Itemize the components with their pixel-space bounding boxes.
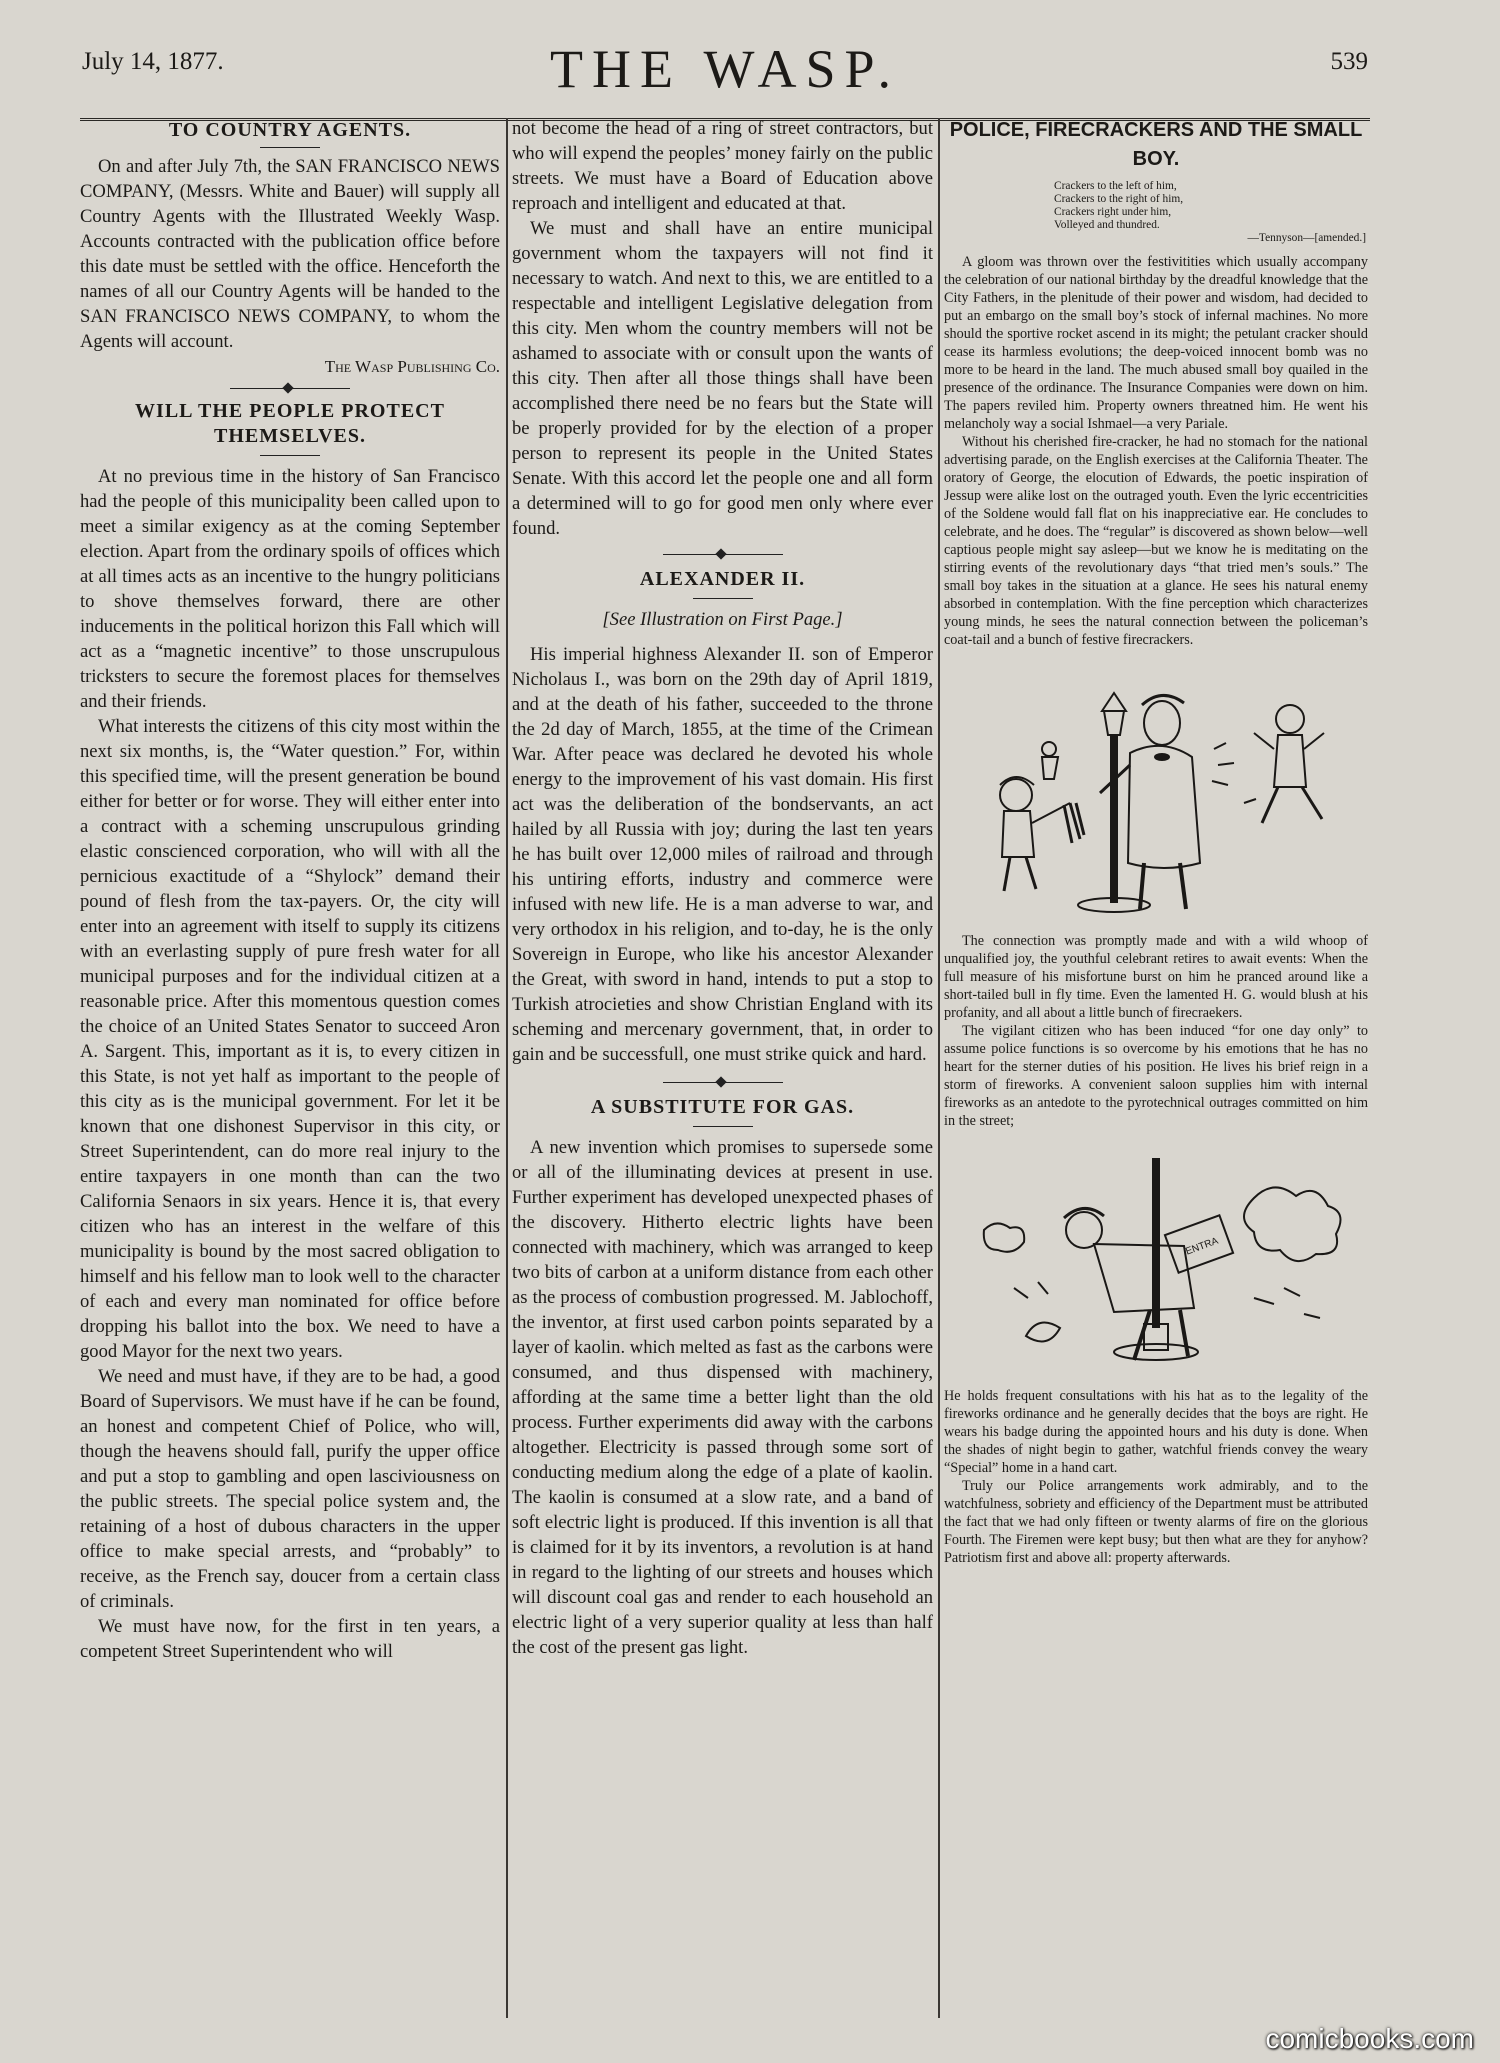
- article-paragraph: We must have now, for the first in ten years, a competent Street Superintendent who will: [80, 1616, 500, 1662]
- masthead: [80, 38, 1370, 121]
- epigraph-line: Crackers to the left of him,: [1054, 180, 1177, 192]
- article-paragraph: Truly our Police arrangements work admirably, and to the watchfulness, sobriety and efficiency of the Department must be attributed the fact that we had only fifteen or twenty alarms of fire on the glorious Fourth. The Firemen were kept busy; but then what are they for anyhow? Patriotism first and above all: property afterwards.: [944, 1478, 1368, 1566]
- divider: [693, 598, 753, 599]
- police-heading: POLICE, FIRECRACKERS AND THE SMALL BOY.: [949, 119, 1363, 170]
- article-paragraph: We need and must have, if they are to be had, a good Board of Supervisors. We must have if he can be found, an honest and competent Chief of Police, who will, though the heavens should fall, purify the upper office and put a stop to gambling and open lasciviousness on the public streets. The special police system and, the retaining of a host of dubous characters in the upper office to make special arrests, and “probably” to receive, as the French say, doucer from a certain class of criminals.: [80, 1366, 500, 1612]
- agents-signature: The Wasp Publishing Co.: [324, 357, 500, 376]
- section-ornament: [230, 383, 350, 395]
- alexander-heading: ALEXANDER II.: [639, 568, 806, 590]
- article-paragraph: The connection was promptly made and with a wild whoop of unqualified joy, the youthful celebrant retires to await events: When the full measure of his misfortune burst on him he pranced around like a short-tailed bull in fly time. Even the lamented H. G. would blush at his profanity, and all about a little bunch of firecraekers.: [944, 933, 1368, 1021]
- column-3: [944, 116, 1368, 2011]
- illustration-note: [See Illustration on First Page.]: [602, 609, 843, 630]
- divider: [693, 1126, 753, 1127]
- issue-date: July 14, 1877.: [82, 48, 224, 75]
- article-paragraph: A gloom was thrown over the festivitities which usually accompany the celebration of our national birthday by the dreadful knowledge that the City Fathers, in the plenitude of their power and wisdom, had decided to put an embargo on the small boy’s stock of infernal machines. No more should the sportive rocket ascend in its might; the petulant cracker should cease its harmless evolutions; the deep-voiced innocent bomb was no more to be heard in the land. The much abused small boy quailed in the presence of the ordinance. The Insurance Companies were down on him. The papers reviled him. Property owners threatned him. He went his melancholy way a social Ishmael—a very Pariale.: [944, 254, 1368, 432]
- watermark: comicbooks.com: [1265, 2023, 1474, 2054]
- sign-text: ENTRA: [1184, 1235, 1220, 1258]
- newspaper-title: THE WASP.: [549, 39, 901, 99]
- article-paragraph: Without his cherished fire-cracker, he had no stomach for the national advertising parade, on the English exercises at the California Theater. The oratory of George, the elocution of Edwards, the poetic inspiration of Jessup were alike lost on the outraged youth. Even the lyric eccentricities of the Soldene would fall flat on his inappreciative ear. He concludes to celebrate, and he does. The “regular” is discovered as shown below—well captious people might say asleep—but we know he is meditating on the stirring events of the revolutionary days “that tried men’s souls.” The small boy takes in the situation at a glance. He sees his natural enemy absorbed in contemplation. With the fine perception which characterizes young minds, he sees the natural connection between the policeman’s coat-tail and a bunch of festive firecrackers.: [944, 434, 1368, 648]
- article-paragraph: A new invention which promises to supersede some or all of the illuminating devices at present in use. Further experiment has developed unexpected phases of the discovery. Hitherto electric lights have been connected with machinery, which was arranged to keep two bits of carbon at a uniform distance from each other as the process of combustion progressed. M. Jablochoff, the inventor, at first used carbon points separated by a layer of kaolin. which melted as fast as the carbons were consumed, and thus dispensed with machinery, affording at the same time a better light than the old process. Further experiments did away with the carbons altogether. Electricity is passed through some sort of conducting medium along the edge of a plate of kaolin. The kaolin is consumed at a slow rate, and a band of soft electric light is produced. If this invention is all that is claimed for it by its inventors, a revolution is at hand in regard to the lighting of our streets and houses which will discount coal gas and render to each household an electric light of a very superior quality at less than half the cost of the present gas light.: [512, 1137, 933, 1658]
- firecracker-prank-illustration: [944, 653, 1368, 923]
- divider: [260, 147, 320, 148]
- column-divider: [506, 118, 508, 2018]
- section-ornament: [663, 549, 783, 561]
- epigraph-line: Crackers right under him,: [1054, 206, 1172, 218]
- agents-heading: TO COUNTRY AGENTS.: [168, 119, 412, 141]
- column-1: [80, 116, 500, 2011]
- special-policeman-fireworks-illustration: [944, 1138, 1368, 1378]
- agents-paragraph: On and after July 7th, the SAN FRANCISCO NEWS COMPANY, (Messrs. White and Bauer) will supply all Country Agents with the Illustrated Weekly Wasp. Accounts contracted with the publication office before this date must be settled with the office. Henceforth the names of all our Country Agents will be handed to the SAN FRANCISCO NEWS COMPANY, to whom the Agents will account.: [80, 156, 500, 352]
- article-paragraph: At no previous time in the history of San Francisco had the people of this municipality been called upon to meet a similar exigency as at the coming September election. Apart from the ordinary spoils of offices which at all times acts as an incentive to the hungry politicians to shove themselves forward, there are other inducements in the political horizon this Fall which will act as a “magnetic incentive” to those unscrupulous tricksters to secure the foremost places for themselves and their friends.: [80, 466, 500, 712]
- column-2: [512, 116, 933, 2011]
- epigraph-line: Crackers to the right of him,: [1054, 193, 1184, 205]
- epigraph: [1054, 180, 1368, 245]
- article-paragraph: not become the head of a ring of street contractors, but who will expend the peoples’ money fairly on the public streets. We must have a Board of Education above reproach and intelligent and educated at that.: [512, 118, 933, 214]
- article-paragraph: The vigilant citizen who has been induced “for one day only” to assume police functions is so overcome by his emotions that he has no heart for the sterner duties of his position. He lives his brief reign in a storm of fireworks. A convenient saloon supplies him with internal fireworks as an antedote to the pyrotechnical outrages committed on him in the street;: [944, 1023, 1368, 1129]
- column-divider: [938, 118, 940, 2018]
- section-ornament: [663, 1077, 783, 1089]
- people-heading: WILL THE PEOPLE PROTECT THEMSELVES.: [135, 400, 445, 447]
- epigraph-line: Volleyed and thundred.: [1054, 219, 1160, 231]
- article-paragraph: He holds frequent consultations with his hat as to the legality of the fireworks ordinance and he generally decides that the boys are right. He wears his badge during the appointed hours and his duty is done. When the shades of night begin to gather, watchful friends convey the weary “Special” home in a hand cart.: [944, 1388, 1368, 1476]
- page-number: 539: [1330, 48, 1368, 75]
- gas-heading: A SUBSTITUTE FOR GAS.: [590, 1096, 855, 1118]
- epigraph-attribution: —Tennyson—[amended.]: [1247, 232, 1366, 244]
- article-paragraph: His imperial highness Alexander II. son of Emperor Nicholaus I., was born on the 29th day of April 1819, and at the death of his father, succeeded to the throne the 2d day of March, 1855, at the time of the Crimean War. After peace was declared he devoted his whole energy to the improvement of his vast domain. His first act was the deliberation of the bondservants, an act hailed by all Russia with joy; during the last ten years he has built over 12,000 miles of railroad and through his untiring efforts, industry and commerce were infused with new life. He is a man adverse to war, and very orthodox in his religion, and to-day, he is the only Sovereign in Europe, who like his ancestor Alexander the Great, with sword in hand, intends to put a stop to Turkish atrocieties and show Christian England with its scheming and mercenary government, that, in order to gain and be successfull, one must strike quick and hard.: [512, 644, 933, 1065]
- divider: [260, 455, 320, 456]
- article-paragraph: We must and shall have an entire municipal government whom the taxpayers will not find it necessary to watch. And next to this, we are entitled to a respectable and intelligent Legislative delegation from this city. Men whom the country members will not be ashamed to associate with or consult upon the wants of this city. Then after all those things shall have been accomplished there need be no fears but the State will be properly provided for by the election of a proper person to represent its people in the United States Senate. With this accord let the people one and all form a determined will to go for good men only where ever found.: [512, 218, 933, 539]
- article-paragraph: What interests the citizens of this city most within the next six months, is, the “Water question.” For, within this specified time, will the present generation be bound either for better or for worse. They will either enter into a contract with a scheming unscrupulous grinding elastic conscienced corporation, who will with all the pernicious exactitude of a “Shylock” demand their pound of flesh from the tax-payers. Or, the city will enter into an agreement with itself to supply its citizens with an everlasting supply of pure fresh water for all municipal purposes and for the individual citizen at a reasonable price. After this momentous question comes the choice of an United States Senator to succeed Aron A. Sargent. This, important as it is, to every citizen in this State, is not yet half as important to the people of this city as is the municipal government. For let it be known that one dishonest Supervisor in this city, or Street Superintendent, can do more real injury to the entire taxpayers in one month than can the two California Senaors in six years. Hence it is, that every citizen who has an interest in the welfare of this municipality is bound by the most sacred obligation to himself and his fellow man to look well to the character of each and every man nominated for office before dropping his ballot into the box. We need to have a good Mayor for the next two years.: [80, 716, 500, 1362]
